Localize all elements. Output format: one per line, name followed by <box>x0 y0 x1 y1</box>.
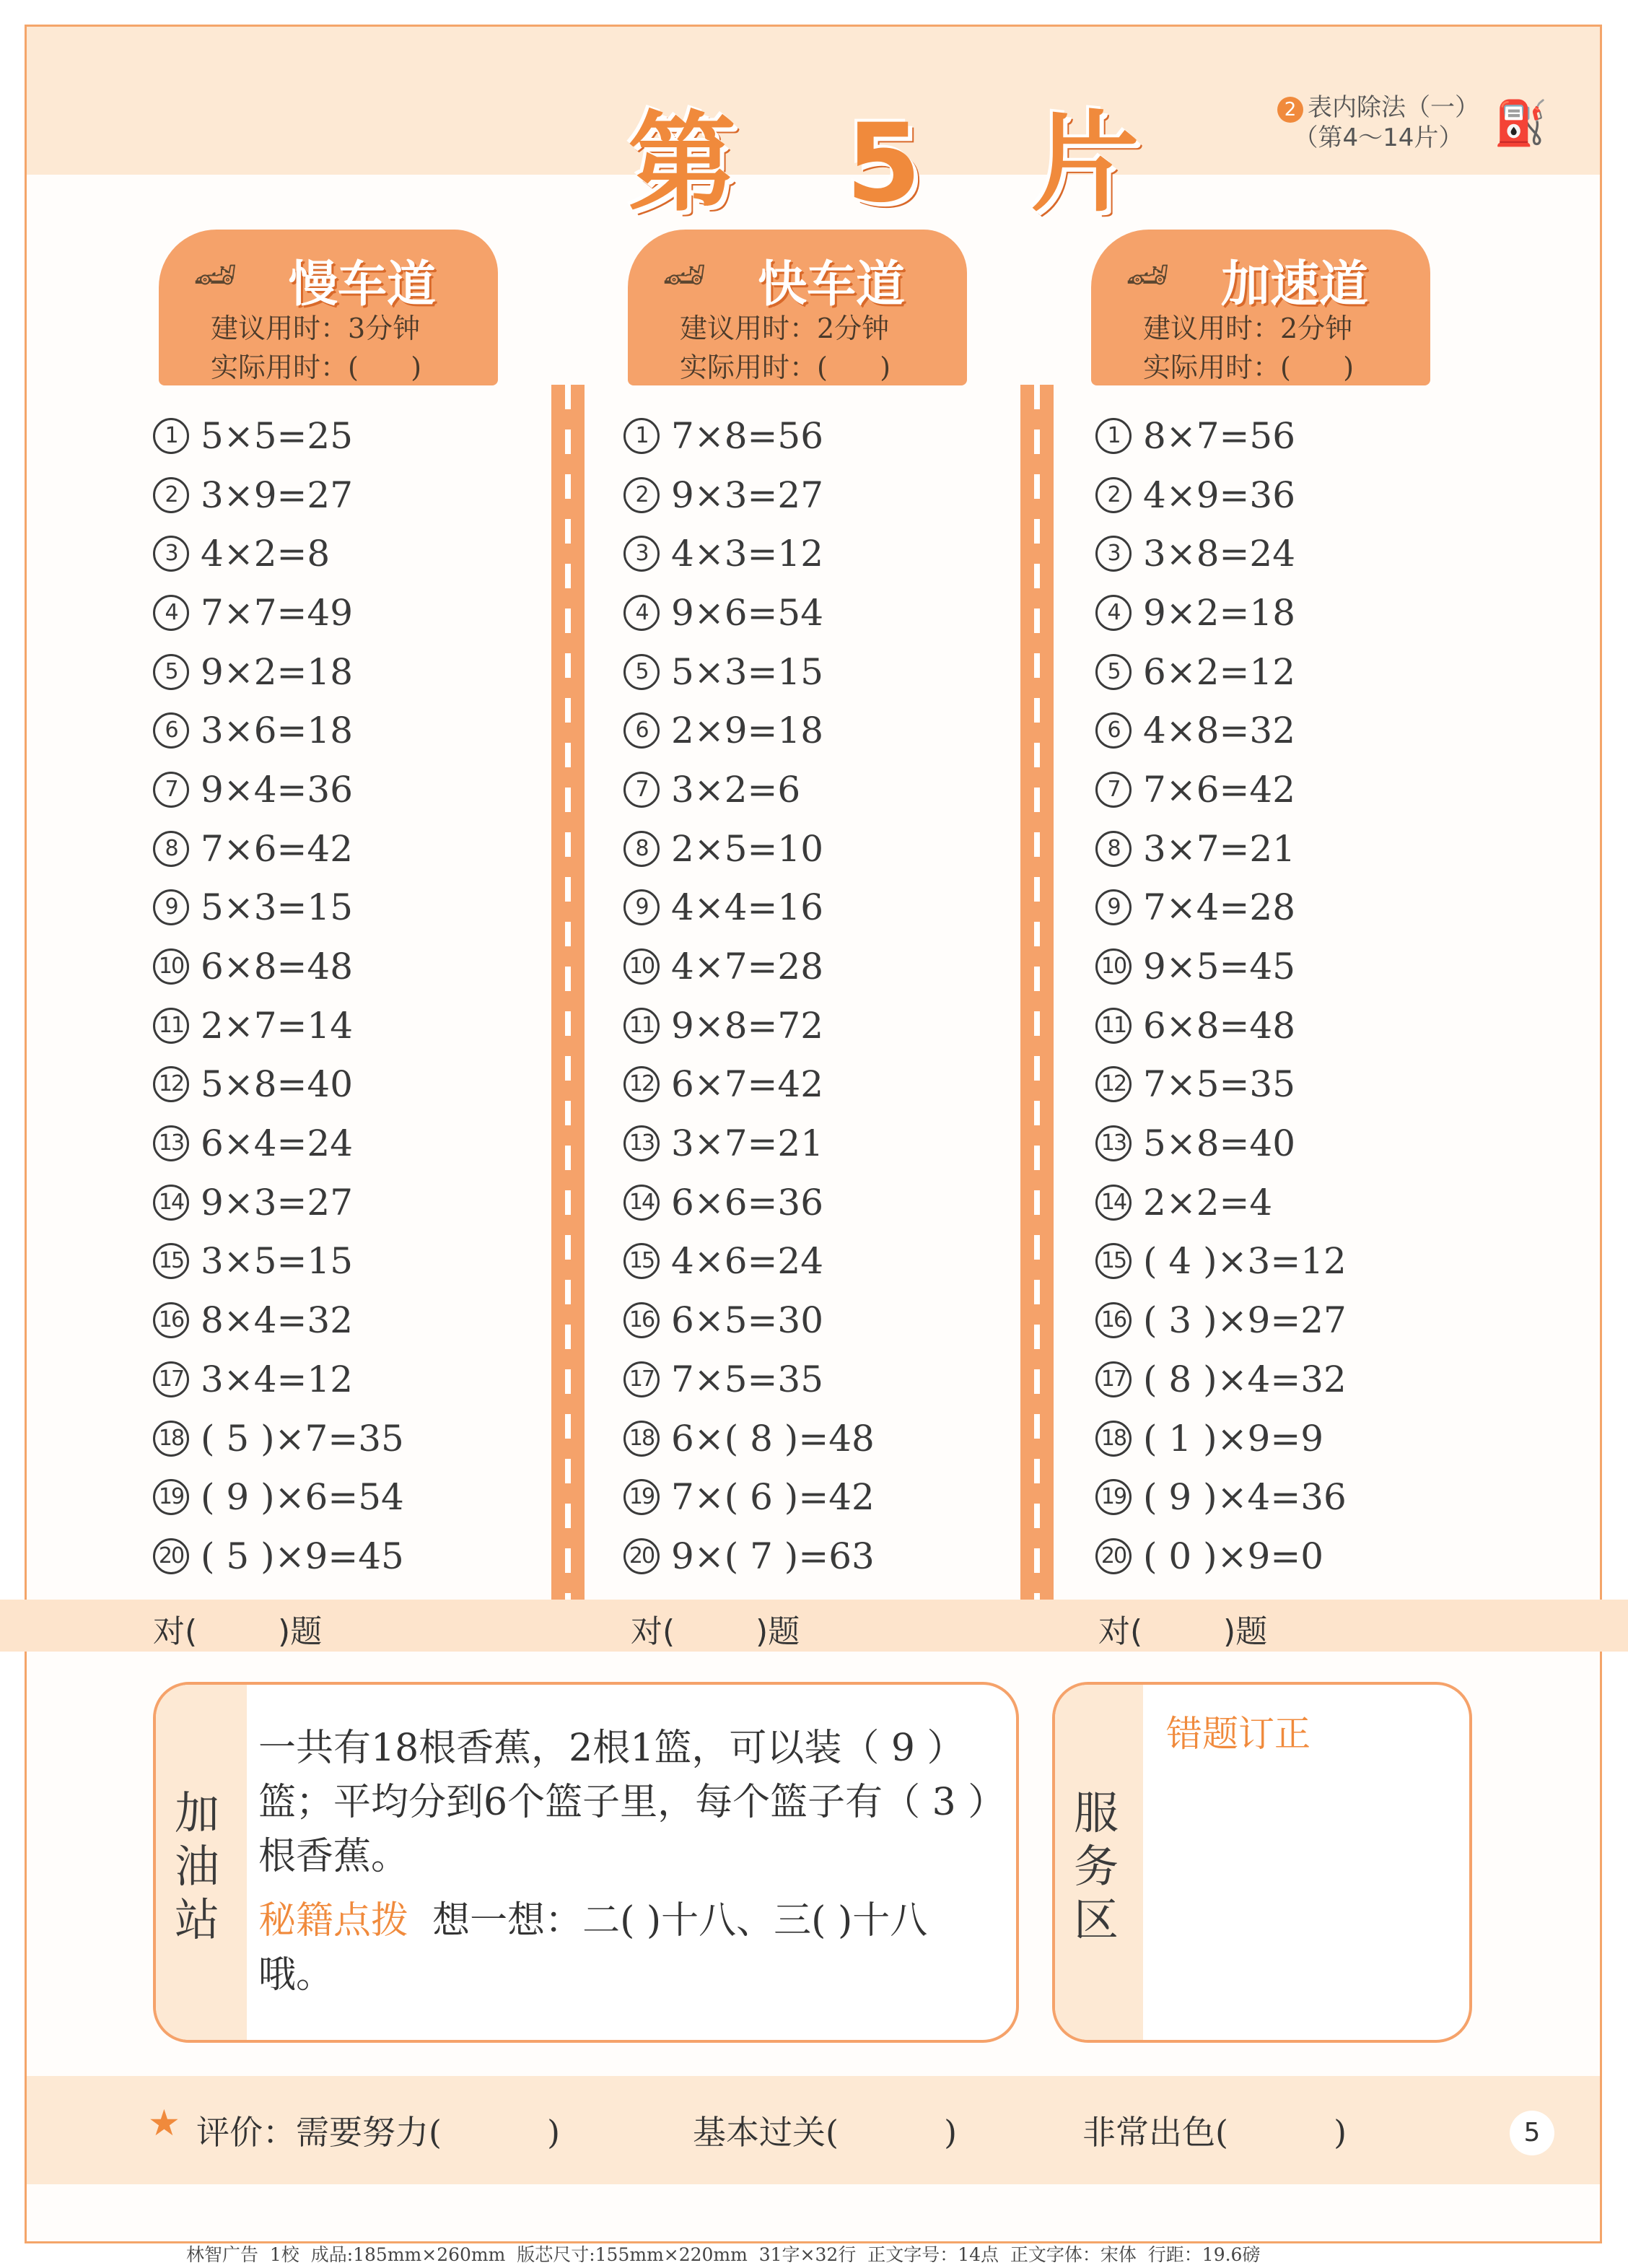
problem-number: 8 <box>1095 831 1132 867</box>
problem-item <box>1095 1291 1347 1350</box>
problem-number: 19 <box>1095 1479 1132 1515</box>
actual-time: 实际用时：( ) <box>680 352 891 383</box>
problem-number: 17 <box>1095 1361 1132 1397</box>
problem-item <box>1095 1055 1347 1115</box>
problem-equation: 4×3=12 <box>671 533 824 575</box>
fuel-pump-icon: ⛽ <box>1494 98 1548 149</box>
problem-item <box>623 760 875 819</box>
problem-number: 20 <box>153 1538 189 1574</box>
problem-number: 2 <box>623 477 660 513</box>
problem-equation: 2×7=14 <box>201 1004 354 1047</box>
lane-header-speedup <box>1091 230 1430 385</box>
problem-number: 12 <box>153 1066 189 1102</box>
problem-equation: 6×8=48 <box>201 946 354 988</box>
problem-item <box>623 937 875 996</box>
problem-number: 19 <box>153 1479 189 1515</box>
problem-number: 3 <box>1095 536 1132 572</box>
problem-equation: 9×8=72 <box>671 1004 824 1047</box>
problem-number: 16 <box>623 1302 660 1338</box>
problem-item <box>623 878 875 938</box>
problem-number: 1 <box>153 418 189 454</box>
problem-number: 7 <box>1095 772 1132 808</box>
problem-item <box>1095 583 1347 642</box>
tip-title: 秘籍点拨 <box>258 1899 409 1942</box>
problem-number: 2 <box>153 477 189 513</box>
problem-number: 15 <box>153 1243 189 1279</box>
problem-item <box>623 1114 875 1173</box>
problem-item <box>153 1467 404 1527</box>
problem-item <box>623 1173 875 1232</box>
problem-equation: 8×7=56 <box>1143 414 1296 457</box>
problem-item <box>153 1173 404 1232</box>
problem-item <box>1095 1409 1347 1468</box>
problem-equation: 4×9=36 <box>1143 474 1296 516</box>
problem-equation: 3×5=15 <box>201 1240 354 1283</box>
problem-item <box>153 1291 404 1350</box>
problem-item <box>153 878 404 938</box>
problem-equation: 7×5=35 <box>671 1358 824 1400</box>
gas-station-label: 加油站 <box>174 1787 219 1946</box>
problem-number: 7 <box>153 772 189 808</box>
problem-equation: 9×6=54 <box>671 591 824 634</box>
problem-item <box>623 1350 875 1409</box>
problem-equation: 3×9=27 <box>201 474 354 516</box>
problem-item <box>623 1467 875 1527</box>
problem-number: 12 <box>1095 1066 1132 1102</box>
star-icon: ★ <box>148 2102 180 2144</box>
problem-equation: 7×7=49 <box>201 591 354 634</box>
problem-item <box>1095 1173 1347 1232</box>
score-fast: 对( )题 <box>631 1613 800 1650</box>
problem-equation: 3×2=6 <box>671 768 801 811</box>
problem-number: 11 <box>153 1008 189 1044</box>
problem-equation: 7×4=28 <box>1143 886 1296 929</box>
problem-number: 2 <box>1095 477 1132 513</box>
problem-number: 8 <box>623 831 660 867</box>
problem-equation: ( 5 )×7=35 <box>201 1417 404 1460</box>
problem-number: 5 <box>623 654 660 690</box>
unit-title: 表内除法（一） <box>1308 93 1479 122</box>
problem-item <box>623 1291 875 1350</box>
problem-item <box>623 583 875 642</box>
page-number: 5 <box>1510 2111 1554 2155</box>
problem-equation: 6×7=42 <box>671 1063 824 1106</box>
suggested-time: 建议用时：2分钟 <box>1143 313 1353 344</box>
problem-number: 6 <box>623 712 660 749</box>
problem-item <box>623 1232 875 1291</box>
problem-number: 12 <box>623 1066 660 1102</box>
problem-number: 8 <box>153 831 189 867</box>
problem-number: 5 <box>1095 654 1132 690</box>
problem-item <box>1095 878 1347 938</box>
race-car-icon: 🏎 <box>193 255 237 295</box>
problem-number: 5 <box>153 654 189 690</box>
eval-pass: 基本过关( ) <box>693 2113 958 2152</box>
problem-equation: 3×7=21 <box>671 1122 824 1165</box>
problem-item <box>153 1055 404 1115</box>
problem-number: 10 <box>153 948 189 985</box>
problem-equation: 5×8=40 <box>201 1063 354 1106</box>
problem-item <box>153 819 404 878</box>
problem-number: 1 <box>1095 418 1132 454</box>
problem-number: 18 <box>1095 1421 1132 1457</box>
problem-equation: ( 5 )×9=45 <box>201 1535 404 1577</box>
problem-item <box>623 701 875 760</box>
problem-number: 13 <box>623 1125 660 1161</box>
problem-equation: 3×7=21 <box>1143 827 1296 870</box>
problem-equation: 5×5=25 <box>201 414 354 457</box>
problem-item <box>1095 701 1347 760</box>
lane-name: 加速道 <box>1221 256 1369 313</box>
problem-equation: 3×4=12 <box>201 1358 354 1400</box>
problem-number: 7 <box>623 772 660 808</box>
problem-number: 4 <box>623 595 660 631</box>
problem-equation: 6×2=12 <box>1143 650 1296 693</box>
problem-item <box>153 937 404 996</box>
problem-item <box>1095 819 1347 878</box>
unit-tag <box>1277 92 1479 153</box>
problem-equation: 4×8=32 <box>1143 710 1296 752</box>
problem-number: 4 <box>153 595 189 631</box>
problem-number: 20 <box>623 1538 660 1574</box>
problem-equation: 6×4=24 <box>201 1122 354 1165</box>
problem-item <box>1095 1467 1347 1527</box>
problem-equation: 7×6=42 <box>201 827 354 870</box>
problem-number: 3 <box>153 536 189 572</box>
problem-item <box>1095 996 1347 1055</box>
print-info-footer: 林智广告 1校 成品:185mm×260mm 版芯尺寸:155mm×220mm 31字×32行 正文字号：14点 正文字体：宋体 行距：19.6磅 <box>186 2244 1261 2265</box>
problem-number: 13 <box>1095 1125 1132 1161</box>
problem-item <box>623 524 875 583</box>
problem-item <box>1095 1232 1347 1291</box>
problem-number: 10 <box>1095 948 1132 985</box>
lane-name: 慢车道 <box>289 256 437 313</box>
problem-equation: ( 1 )×9=9 <box>1143 1417 1324 1460</box>
problem-item <box>623 642 875 702</box>
problem-equation: 4×2=8 <box>201 533 331 575</box>
problem-equation: 5×8=40 <box>1143 1122 1296 1165</box>
problem-item <box>153 583 404 642</box>
problem-number: 19 <box>623 1479 660 1515</box>
problem-number: 6 <box>153 712 189 749</box>
problem-item <box>623 819 875 878</box>
problem-item <box>153 1114 404 1173</box>
problem-item <box>1095 642 1347 702</box>
problem-equation: 4×7=28 <box>671 946 824 988</box>
problem-number: 20 <box>1095 1538 1132 1574</box>
problem-equation: 2×5=10 <box>671 827 824 870</box>
problem-equation: 9×4=36 <box>201 768 354 811</box>
problem-item <box>153 996 404 1055</box>
problem-item <box>1095 760 1347 819</box>
problem-equation: 7×( 6 )=42 <box>671 1476 875 1519</box>
problem-number: 17 <box>623 1361 660 1397</box>
problem-item <box>153 406 404 466</box>
problem-equation: ( 0 )×9=0 <box>1143 1535 1324 1577</box>
page-title: 第 5 片 <box>628 101 1176 227</box>
unit-number-badge: 2 <box>1277 97 1303 123</box>
suggested-time: 建议用时：2分钟 <box>680 313 890 344</box>
score-speedup: 对( )题 <box>1098 1613 1268 1650</box>
problem-number: 3 <box>623 536 660 572</box>
lane-divider <box>551 385 585 1600</box>
problem-item <box>1095 1114 1347 1173</box>
problem-number: 11 <box>623 1008 660 1044</box>
tip-text: 想一想：二( )十八、三( )十八哦。 <box>258 1899 928 1997</box>
problem-item <box>153 466 404 525</box>
lane-name: 快车道 <box>758 256 906 313</box>
problem-column-speedup <box>1095 406 1347 1586</box>
lane-header-slow <box>159 230 498 385</box>
problem-number: 10 <box>623 948 660 985</box>
problem-item <box>153 1527 404 1586</box>
problem-item <box>153 524 404 583</box>
problem-item <box>1095 406 1347 466</box>
problem-column-slow <box>153 406 404 1586</box>
problem-number: 11 <box>1095 1008 1132 1044</box>
problem-equation: 9×5=45 <box>1143 946 1296 988</box>
problem-number: 14 <box>153 1185 189 1221</box>
problem-equation: 5×3=15 <box>671 650 824 693</box>
suggested-time: 建议用时：3分钟 <box>211 313 421 344</box>
problem-number: 14 <box>623 1185 660 1221</box>
word-problem-text: 一共有18根香蕉，2根1篮，可以装（ 9 ）篮；平均分到6个篮子里，每个篮子有（ 3 ）根香蕉。 <box>258 1727 987 1878</box>
unit-range: （第4～14片） <box>1293 123 1463 152</box>
problem-equation: 6×5=30 <box>671 1299 824 1342</box>
problem-equation: ( 9 )×4=36 <box>1143 1476 1347 1519</box>
problem-equation: 9×3=27 <box>201 1181 354 1224</box>
problem-item <box>1095 1350 1347 1409</box>
problem-number: 13 <box>153 1125 189 1161</box>
score-slow: 对( )题 <box>153 1613 323 1650</box>
problem-equation: ( 3 )×9=27 <box>1143 1299 1347 1342</box>
problem-item <box>623 1409 875 1468</box>
problem-equation: ( 9 )×6=54 <box>201 1476 404 1519</box>
problem-equation: 7×5=35 <box>1143 1063 1296 1106</box>
problem-equation: 2×9=18 <box>671 710 824 752</box>
problem-item <box>153 1350 404 1409</box>
problem-equation: 4×6=24 <box>671 1240 824 1283</box>
problem-item <box>153 701 404 760</box>
problem-equation: ( 8 )×4=32 <box>1143 1358 1347 1400</box>
race-car-icon: 🏎 <box>662 255 706 295</box>
problem-equation: ( 4 )×3=12 <box>1143 1240 1347 1283</box>
problem-number: 15 <box>1095 1243 1132 1279</box>
race-car-icon: 🏎 <box>1126 255 1170 295</box>
problem-number: 6 <box>1095 712 1132 749</box>
problem-equation: 7×8=56 <box>671 414 824 457</box>
problem-column-fast <box>623 406 875 1586</box>
problem-equation: 4×4=16 <box>671 886 824 929</box>
problem-item <box>1095 524 1347 583</box>
problem-item <box>623 1527 875 1586</box>
problem-equation: 6×6=36 <box>671 1181 824 1224</box>
problem-equation: 7×6=42 <box>1143 768 1296 811</box>
eval-needs-effort: 评价：需要努力( ) <box>196 2113 561 2152</box>
problem-number: 16 <box>153 1302 189 1338</box>
problem-equation: 9×2=18 <box>1143 591 1296 634</box>
problem-number: 15 <box>623 1243 660 1279</box>
problem-number: 17 <box>153 1361 189 1397</box>
problem-equation: 5×3=15 <box>201 886 354 929</box>
problem-number: 18 <box>153 1421 189 1457</box>
problem-item <box>1095 937 1347 996</box>
problem-item <box>153 760 404 819</box>
lane-header-fast <box>628 230 967 385</box>
problem-number: 1 <box>623 418 660 454</box>
lane-divider <box>1020 385 1054 1600</box>
problem-number: 9 <box>153 889 189 925</box>
problem-equation: 6×( 8 )=48 <box>671 1417 875 1460</box>
eval-excellent: 非常出色( ) <box>1082 2113 1347 2152</box>
problem-number: 4 <box>1095 595 1132 631</box>
word-problem <box>258 1722 987 2002</box>
problem-number: 9 <box>1095 889 1132 925</box>
error-correction-title: 错题订正 <box>1166 1713 1310 1755</box>
problem-number: 9 <box>623 889 660 925</box>
problem-item <box>1095 466 1347 525</box>
problem-equation: 9×( 7 )=63 <box>671 1535 875 1577</box>
problem-equation: 2×2=4 <box>1143 1181 1273 1224</box>
problem-item <box>623 1055 875 1115</box>
problem-number: 18 <box>623 1421 660 1457</box>
problem-item <box>623 466 875 525</box>
service-area-label: 服务区 <box>1073 1787 1119 1946</box>
problem-equation: 9×2=18 <box>201 650 354 693</box>
problem-equation: 9×3=27 <box>671 474 824 516</box>
problem-equation: 6×8=48 <box>1143 1004 1296 1047</box>
problem-item <box>153 1409 404 1468</box>
problem-number: 14 <box>1095 1185 1132 1221</box>
problem-equation: 8×4=32 <box>201 1299 354 1342</box>
problem-equation: 3×8=24 <box>1143 533 1296 575</box>
actual-time: 实际用时：( ) <box>211 352 422 383</box>
problem-number: 16 <box>1095 1302 1132 1338</box>
problem-item <box>153 642 404 702</box>
actual-time: 实际用时：( ) <box>1143 352 1355 383</box>
problem-item <box>153 1232 404 1291</box>
problem-item <box>623 996 875 1055</box>
problem-item <box>623 406 875 466</box>
problem-item <box>1095 1527 1347 1586</box>
problem-equation: 3×6=18 <box>201 710 354 752</box>
